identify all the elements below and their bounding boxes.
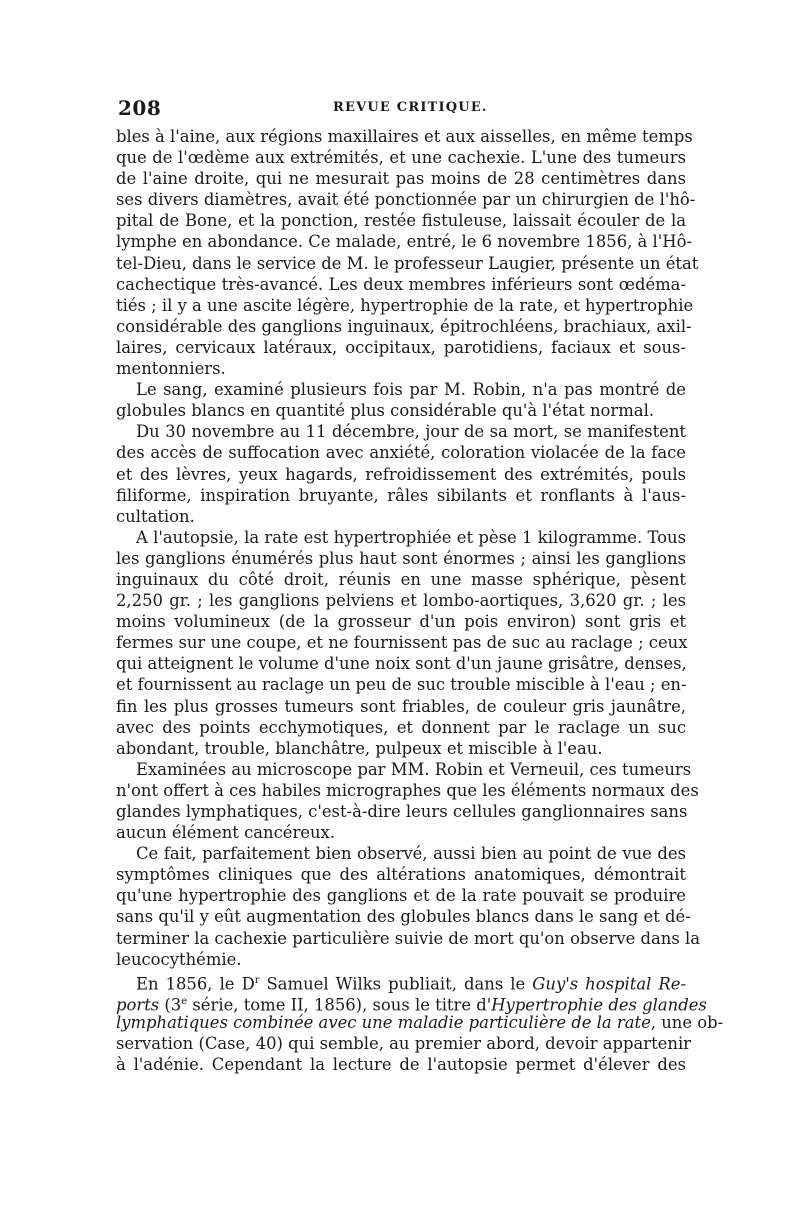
text-line: terminer la cachexie particulière suivie de mort qu'on observe dans la — [116, 928, 700, 948]
text-line: fermes sur une coupe, et ne fournissent pas de suc au raclage ; ceux — [116, 633, 688, 653]
text-line: que de l'œdème aux extrémités, et une cachexie. L'une des tumeurs — [116, 148, 686, 168]
text-line: cachectique très-avancé. Les deux membres inférieurs sont œdéma- — [116, 274, 686, 294]
text-line: à l'adénie. Cependant la lecture de l'autopsie permet d'élever des — [116, 1055, 686, 1075]
text-line: mentonniers. — [116, 359, 226, 379]
text-line: et des lèvres, yeux hagards, refroidissement des extrémités, pouls — [116, 464, 686, 484]
text-run: (3 — [159, 995, 182, 1015]
text-run: , une ob- — [650, 1012, 724, 1032]
text-line — [116, 970, 686, 994]
italic-run: Guy's hospital Re- — [532, 974, 686, 994]
text-line: A l'autopsie, la rate est hypertrophiée et pèse 1 kilogramme. Tous — [136, 527, 686, 547]
text-line: inguinaux du côté droit, réunis en une masse sphérique, pèsent — [116, 569, 686, 589]
text-line: ses divers diamètres, avait été ponctionnée par un chirurgien de l'hô- — [116, 190, 696, 210]
text-line: de l'aine droite, qui ne mesurait pas moins de 28 centimètres dans — [116, 169, 686, 189]
text-line: qui atteignent le volume d'une noix sont d'un jaune grisâtre, denses, — [116, 654, 687, 674]
text-line: bles à l'aine, aux régions maxillaires et aux aisselles, en même temps — [116, 127, 693, 146]
superscript: e — [181, 995, 188, 1007]
text-line: laires, cervicaux latéraux, occipitaux, parotidiens, faciaux et sous- — [116, 337, 686, 357]
text-line: symptômes cliniques que des altérations anatomiques, démontrait — [116, 865, 686, 885]
text-line: et fournissent au raclage un peu de suc trouble miscible à l'eau ; en- — [116, 675, 687, 695]
text-run: série, tome II, 1856), sous le titre d' — [187, 995, 492, 1015]
text-line: aucun élément cancéreux. — [116, 823, 336, 843]
text-line: Du 30 novembre au 11 décembre, jour de sa mort, se manifestent — [136, 422, 686, 442]
italic-run: Hypertrophie des glandes — [491, 995, 707, 1015]
italic-run: lymphatiques combinée avec une maladie particulière de la rate — [116, 1012, 651, 1032]
text-line — [116, 1012, 724, 1033]
text-line: 2,250 gr. ; les ganglions pelviens et lombo-aortiques, 3,620 gr. ; les — [116, 591, 686, 611]
text-line: Le sang, examiné plusieurs fois par M. Robin, n'a pas montré de — [136, 380, 686, 400]
text-line: qu'une hypertrophie des ganglions et de la rate pouvait se produire — [116, 886, 686, 906]
text-line: filiforme, inspiration bruyante, râles sibilants et ronflants à l'aus- — [116, 485, 686, 505]
text-line: pital de Bone, et la ponction, restée fistuleuse, laissait écouler de la — [116, 211, 686, 231]
text-line: n'ont offert à ces habiles micrographes que les éléments normaux des — [116, 780, 699, 800]
text-line — [116, 991, 707, 1015]
text-line: abondant, trouble, blanchâtre, pulpeux et miscible à l'eau. — [116, 738, 603, 758]
superscript: r — [254, 974, 260, 986]
text-line: globules blancs en quantité plus considérable qu'à l'état normal. — [116, 401, 655, 421]
text-line: glandes lymphatiques, c'est-à-dire leurs cellules ganglionnaires sans — [116, 802, 688, 821]
text-line: servation (Case, 40) qui semble, au premier abord, devoir appartenir — [116, 1034, 692, 1054]
text-line: lymphe en abondance. Ce malade, entré, le 6 novembre 1856, à l'Hô- — [116, 232, 692, 252]
text-line: des accès de suffocation avec anxiété, coloration violacée de la face — [116, 443, 686, 463]
text-line: moins volumineux (de la grosseur d'un pois environ) sont gris et — [116, 612, 686, 632]
text-run: En 1856, le D — [136, 974, 255, 994]
text-line: considérable des ganglions inguinaux, épitrochléens, brachiaux, axil- — [116, 316, 692, 336]
text-line: fin les plus grosses tumeurs sont friables, de couleur gris jaunâtre, — [116, 696, 686, 716]
text-line: les ganglions énumérés plus haut sont énormes ; ainsi les ganglions — [116, 548, 686, 568]
running-title: REVUE CRITIQUE. — [333, 100, 488, 115]
page-number: 208 — [118, 96, 162, 120]
italic-run: ports — [116, 995, 160, 1015]
text-line: Examinées au microscope par MM. Robin et Verneuil, ces tumeurs — [136, 759, 692, 779]
text-line: avec des points ecchymotiques, et donnent par le raclage un suc — [116, 717, 686, 737]
text-line: sans qu'il y eût augmentation des globules blancs dans le sang et dé- — [116, 907, 691, 927]
text-line: tiés ; il y a une ascite légère, hypertrophie de la rate, et hypertrophie — [116, 295, 694, 315]
text-line: leucocythémie. — [116, 949, 242, 969]
text-line: Ce fait, parfaitement bien observé, aussi bien au point de vue des — [136, 844, 686, 864]
text-run: Samuel Wilks publiait, dans le — [259, 974, 533, 994]
body-text — [116, 126, 724, 1075]
text-line: cultation. — [116, 506, 195, 526]
body-lines — [116, 126, 700, 970]
page-header — [118, 96, 684, 122]
text-line: tel-Dieu, dans le service de M. le professeur Laugier, présente un état — [116, 253, 699, 273]
